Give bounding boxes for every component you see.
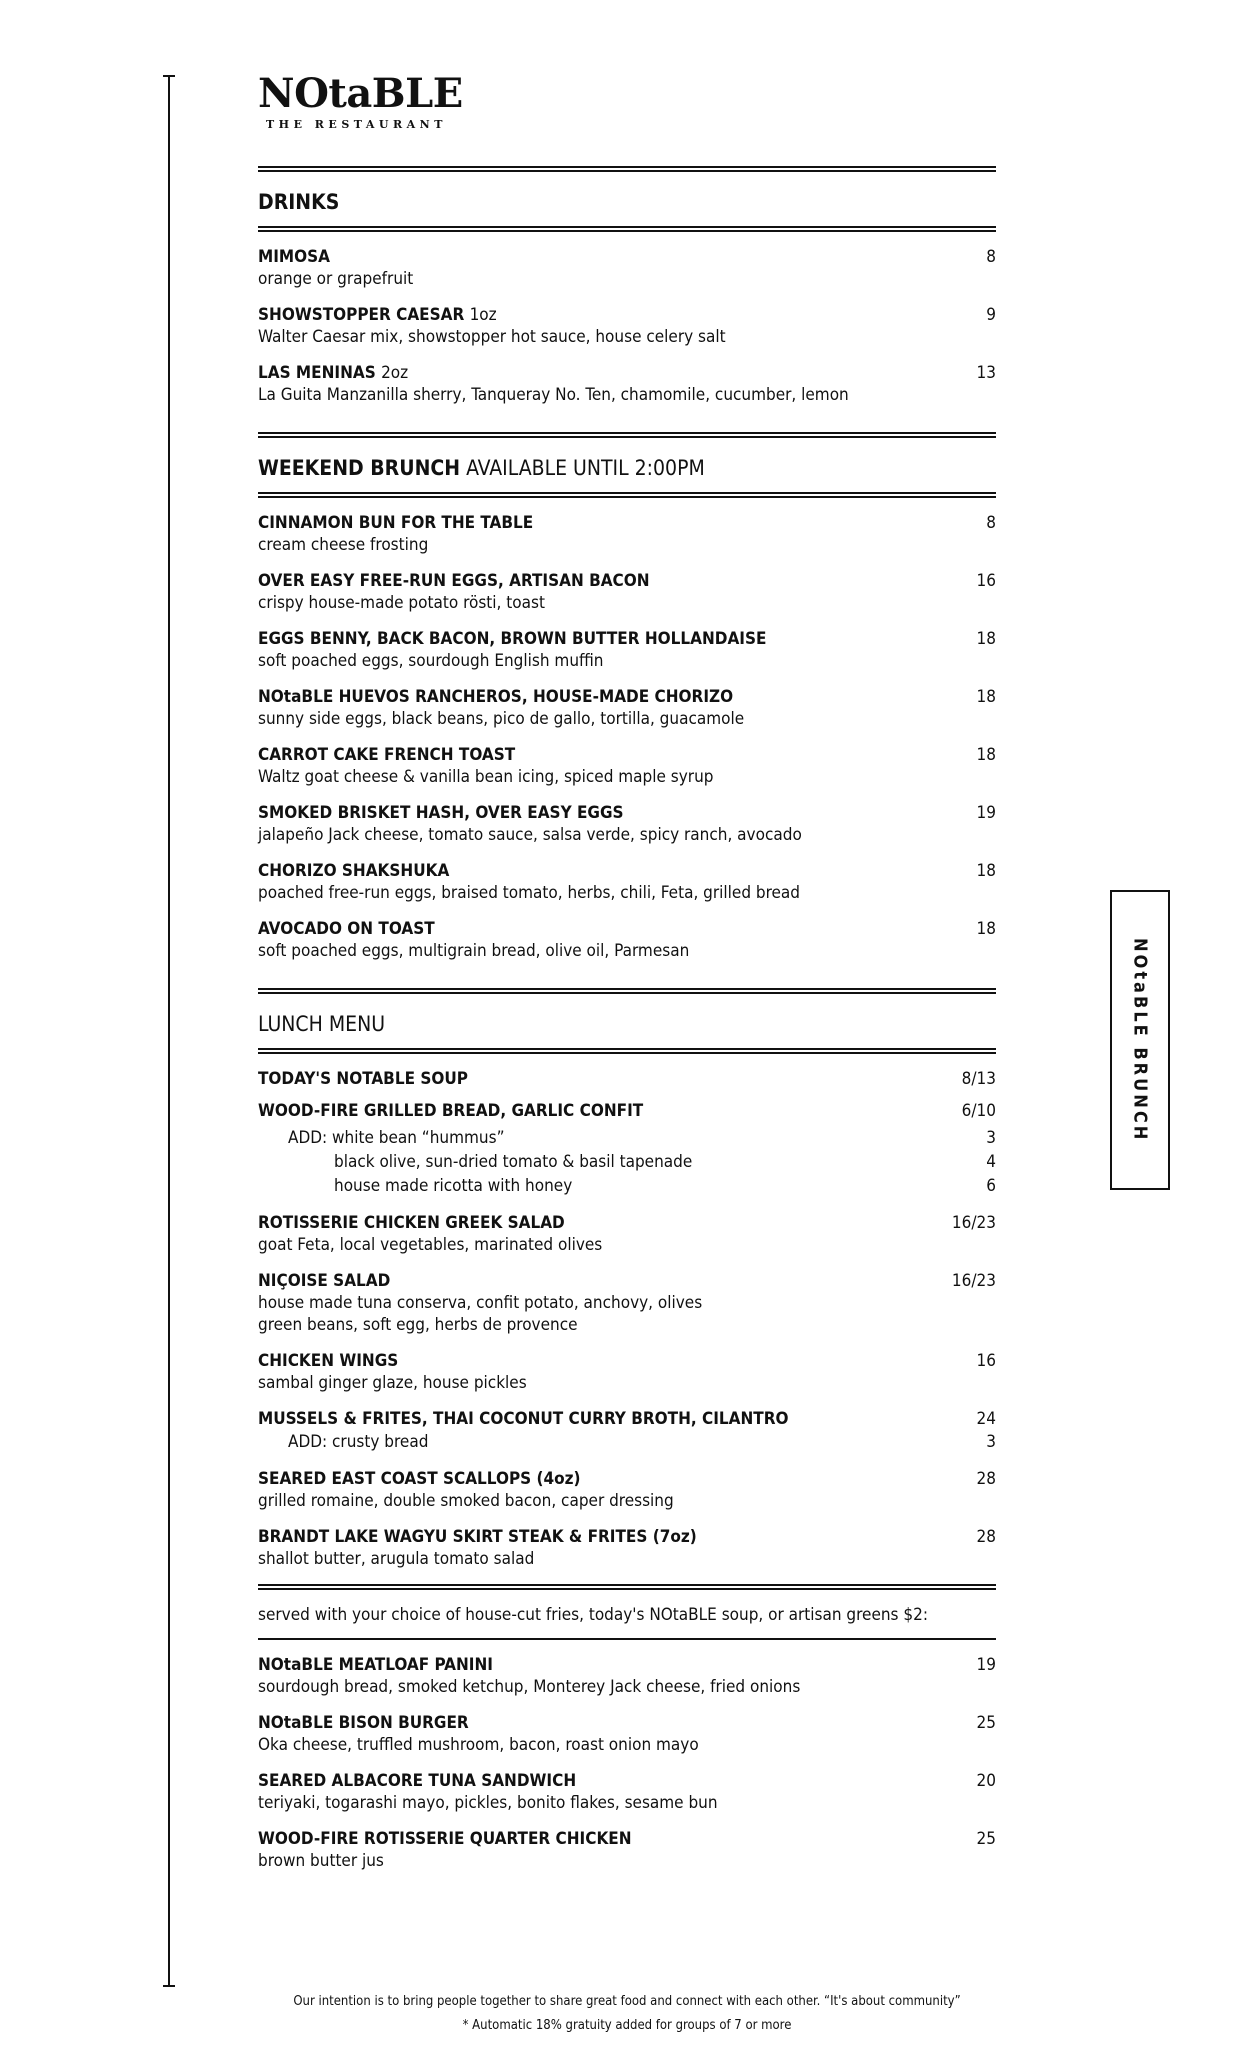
item-price: 16/23 (951, 1213, 996, 1233)
item-name: TODAY'S NOTABLE SOUP (258, 1069, 468, 1089)
item-name: NOtaBLE BISON BURGER (258, 1713, 469, 1733)
item-price: 8 (986, 513, 996, 533)
item-desc: soft poached eggs, multigrain bread, olive oil, Parmesan (258, 941, 690, 961)
add-on-price: 6 (986, 1176, 996, 1196)
gratuity-note: * Automatic 18% gratuity added for groups of 7 or more (462, 2018, 792, 2033)
menu-item (258, 1712, 996, 1756)
item-desc: goat Feta, local vegetables, marinated olives (258, 1235, 603, 1255)
item-desc: sourdough bread, smoked ketchup, Monterey Jack cheese, fried onions (258, 1677, 801, 1697)
item-price: 8 (986, 247, 996, 267)
add-on-label: ADD: white bean “hummus” (288, 1128, 505, 1148)
menu-item (258, 304, 996, 348)
item-desc: house made tuna conserva, confit potato, anchovy, olives (258, 1293, 703, 1313)
section-subtitle: AVAILABLE UNTIL 2:00PM (466, 456, 705, 480)
item-price: 25 (976, 1713, 996, 1733)
left-margin-rule (168, 75, 170, 1987)
item-price: 13 (976, 363, 996, 383)
menu-item (258, 246, 996, 290)
menu-item (258, 1068, 996, 1090)
item-name: NOtaBLE MEATLOAF PANINI (258, 1655, 493, 1675)
add-on-row (258, 1126, 996, 1150)
lunch-section (258, 988, 996, 1570)
add-on-price: 4 (986, 1152, 996, 1172)
item-price: 18 (976, 687, 996, 707)
item-name: SMOKED BRISKET HASH, OVER EASY EGGS (258, 803, 624, 823)
item-name: SEARED EAST COAST SCALLOPS (4oz) (258, 1469, 581, 1489)
item-name: BRANDT LAKE WAGYU SKIRT STEAK & FRITES (7oz) (258, 1527, 697, 1547)
menu-item (258, 686, 996, 730)
item-name: AVOCADO ON TOAST (258, 919, 435, 939)
item-price: 18 (976, 919, 996, 939)
item-desc: brown butter jus (258, 1851, 384, 1871)
item-name: WOOD-FIRE GRILLED BREAD, GARLIC CONFIT (258, 1101, 644, 1121)
add-on-price: 3 (986, 1432, 996, 1452)
side-label-box (1110, 890, 1170, 1190)
item-price: 6/10 (961, 1101, 996, 1121)
menu-item (258, 570, 996, 614)
item-desc: cream cheese frosting (258, 535, 429, 555)
item-desc: teriyaki, togarashi mayo, pickles, bonito flakes, sesame bun (258, 1793, 718, 1813)
item-price: 18 (976, 629, 996, 649)
menu-item (258, 1468, 996, 1512)
item-desc: Oka cheese, truffled mushroom, bacon, roast onion mayo (258, 1735, 699, 1755)
drinks-section (258, 166, 996, 406)
menu-item (258, 1526, 996, 1570)
item-desc: grilled romaine, double smoked bacon, caper dressing (258, 1491, 674, 1511)
menu-item (258, 1654, 996, 1698)
item-name: NIÇOISE SALAD (258, 1271, 391, 1291)
item-desc: sunny side eggs, black beans, pico de gallo, tortilla, guacamole (258, 709, 745, 729)
item-name: CARROT CAKE FRENCH TOAST (258, 745, 516, 765)
logo-wordmark: NOtaBLE (258, 70, 463, 117)
menu-item (258, 512, 996, 556)
section-title: LUNCH MENU (258, 1012, 386, 1036)
mission-statement: Our intention is to bring people together to share great food and connect with each other. “It's about community” (293, 1994, 961, 2009)
add-on-label: black olive, sun-dried tomato & basil tapenade (334, 1152, 693, 1172)
brunch-section (258, 432, 996, 962)
item-price: 16/23 (951, 1271, 996, 1291)
item-desc: soft poached eggs, sourdough English muffin (258, 651, 604, 671)
item-name: EGGS BENNY, BACK BACON, BROWN BUTTER HOLLANDAISE (258, 629, 767, 649)
restaurant-logo (258, 72, 463, 131)
menu-item (258, 1350, 996, 1394)
menu-column (258, 166, 996, 1898)
item-desc: green beans, soft egg, herbs de provence (258, 1315, 578, 1335)
menu-item (258, 744, 996, 788)
menu-item (258, 362, 996, 406)
item-price: 18 (976, 745, 996, 765)
menu-item (258, 1100, 996, 1122)
item-qualifier: 2oz (381, 363, 409, 383)
menu-item (258, 1828, 996, 1872)
item-name: CHORIZO SHAKSHUKA (258, 861, 450, 881)
add-on-price: 3 (986, 1128, 996, 1148)
item-desc: Walter Caesar mix, showstopper hot sauce, house celery salt (258, 327, 726, 347)
menu-item (258, 1270, 996, 1336)
item-price: 19 (976, 803, 996, 823)
item-name: CHICKEN WINGS (258, 1351, 399, 1371)
item-price: 19 (976, 1655, 996, 1675)
item-price: 28 (976, 1527, 996, 1547)
item-price: 9 (986, 305, 996, 325)
side-label: NOtaBLE BRUNCH (1129, 937, 1151, 1143)
item-qualifier: 1oz (469, 305, 497, 325)
menu-item (258, 860, 996, 904)
item-desc: shallot butter, arugula tomato salad (258, 1549, 535, 1569)
add-on-row (258, 1430, 996, 1454)
item-name: ROTISSERIE CHICKEN GREEK SALAD (258, 1213, 565, 1233)
item-price: 18 (976, 861, 996, 881)
menu-item (258, 802, 996, 846)
add-on-label: ADD: crusty bread (288, 1432, 429, 1452)
menu-item (258, 1408, 996, 1430)
item-price: 25 (976, 1829, 996, 1849)
item-price: 16 (976, 1351, 996, 1371)
section-title: WEEKEND BRUNCH AVAILABLE UNTIL 2:00PM (258, 456, 705, 480)
item-name: NOtaBLE HUEVOS RANCHEROS, HOUSE-MADE CHORIZO (258, 687, 734, 707)
menu-item (258, 918, 996, 962)
item-price: 20 (976, 1771, 996, 1791)
item-name: SEARED ALBACORE TUNA SANDWICH (258, 1771, 577, 1791)
add-on-row (258, 1150, 996, 1174)
add-on-label: house made ricotta with honey (334, 1176, 573, 1196)
item-desc: crispy house-made potato rösti, toast (258, 593, 545, 613)
item-name: OVER EASY FREE-RUN EGGS, ARTISAN BACON (258, 571, 650, 591)
item-name: LAS MENINAS (258, 363, 376, 383)
item-desc: orange or grapefruit (258, 269, 414, 289)
item-name: CINNAMON BUN FOR THE TABLE (258, 513, 534, 533)
section-title: DRINKS (258, 190, 340, 214)
item-desc: La Guita Manzanilla sherry, Tanqueray No. Ten, chamomile, cucumber, lemon (258, 385, 849, 405)
item-name: WOOD-FIRE ROTISSERIE QUARTER CHICKEN (258, 1829, 632, 1849)
menu-item (258, 1212, 996, 1256)
menu-item (258, 628, 996, 672)
footer (258, 1990, 996, 2038)
menu-item (258, 1770, 996, 1814)
item-name: MUSSELS & FRITES, THAI COCONUT CURRY BROTH, CILANTRO (258, 1409, 789, 1429)
item-price: 16 (976, 571, 996, 591)
item-name: SHOWSTOPPER CAESAR (258, 305, 465, 325)
item-desc: poached free-run eggs, braised tomato, herbs, chili, Feta, grilled bread (258, 883, 801, 903)
item-desc: Waltz goat cheese & vanilla bean icing, spiced maple syrup (258, 767, 714, 787)
add-on-row (258, 1174, 996, 1198)
item-price: 8/13 (961, 1069, 996, 1089)
item-name: MIMOSA (258, 247, 330, 267)
item-desc: sambal ginger glaze, house pickles (258, 1373, 527, 1393)
served-with-section (258, 1584, 996, 1872)
item-desc: jalapeño Jack cheese, tomato sauce, salsa verde, spicy ranch, avocado (258, 825, 802, 845)
item-price: 24 (976, 1409, 996, 1429)
logo-tagline: THE RESTAURANT (266, 118, 447, 131)
served-with-note: served with your choice of house-cut fries, today's NOtaBLE soup, or artisan greens $2: (258, 1605, 928, 1625)
item-price: 28 (976, 1469, 996, 1489)
